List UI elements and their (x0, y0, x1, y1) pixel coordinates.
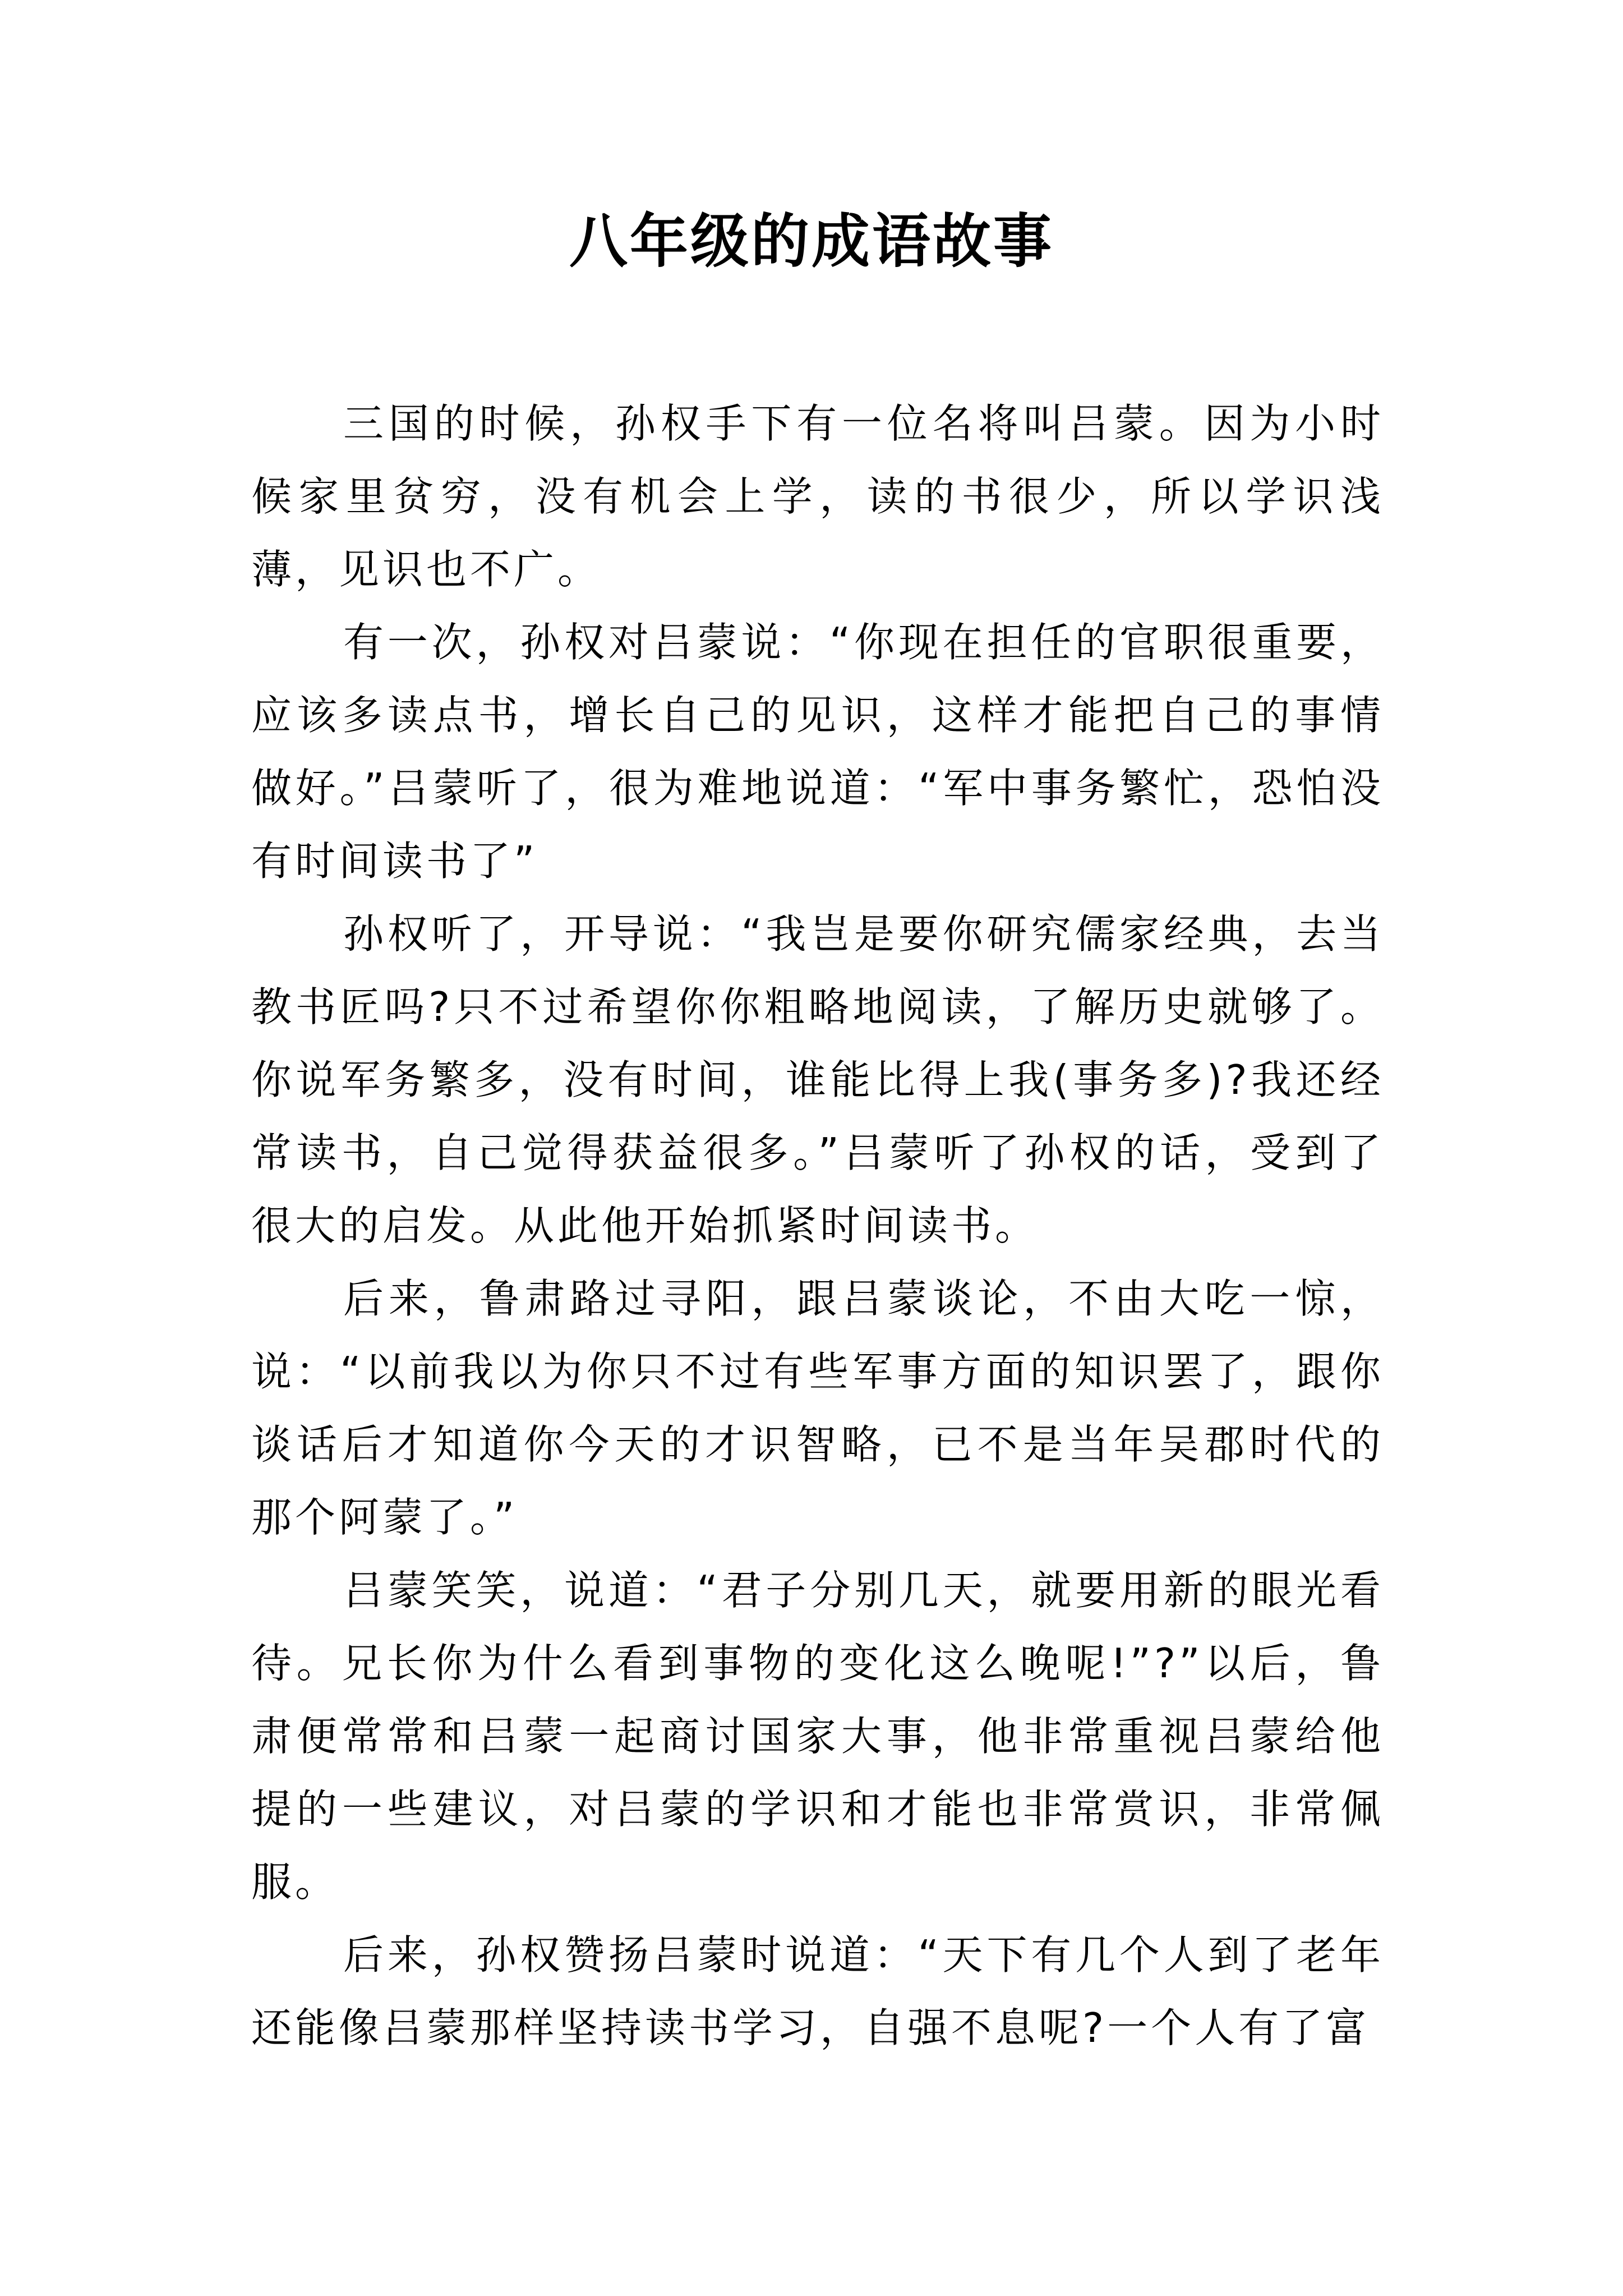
paragraph-3: 孙权听了，开导说：“我岂是要你研究儒家经典，去当教书匠吗?只不过希望你你粗略地阅读，了解历史就够了。你说军务繁多，没有时间，谁能比得上我(事务多)?我还经常读书，自己觉得获益很多。”吕蒙听了孙权的话，受到了很大的启发。从此他开始抓紧时间读书。 (251, 910, 1384, 1249)
paragraph-5: 吕蒙笑笑，说道：“君子分别几天，就要用新的眼光看待。兄长你为什么看到事物的变化这么晚呢!”?”以后，鲁肃便常常和吕蒙一起商讨国家大事，他非常重视吕蒙给他提的一些建议，对吕蒙的学识和才能也非常赏识，非常佩服。 (251, 1567, 1384, 1906)
paragraph-4: 后来，鲁肃路过寻阳，跟吕蒙谈论，不由大吃一惊，说：“以前我以为你只不过有些军事方面的知识罢了，跟你谈话后才知道你今天的才识智略，已不是当年吴郡时代的那个阿蒙了。” (251, 1275, 1384, 1541)
paragraph-2: 有一次，孙权对吕蒙说：“你现在担任的官职很重要，应该多读点书，增长自己的见识，这样才能把自己的事情做好。”吕蒙听了，很为难地说道：“军中事务繁忙，恐怕没有时间读书了” (251, 619, 1384, 885)
paragraph-1: 三国的时候，孙权手下有一位名将叫吕蒙。因为小时候家里贫穷，没有机会上学，读的书很少，所以学识浅薄，见识也不广。 (251, 400, 1384, 593)
document-body (251, 387, 1384, 2064)
document-title: 八年级的成语故事 (569, 206, 1054, 275)
paragraph-6: 后来，孙权赞扬吕蒙时说道：“天下有几个人到了老年还能像吕蒙那样坚持读书学习，自强不息呢?一个人有了富 (251, 1931, 1384, 2051)
